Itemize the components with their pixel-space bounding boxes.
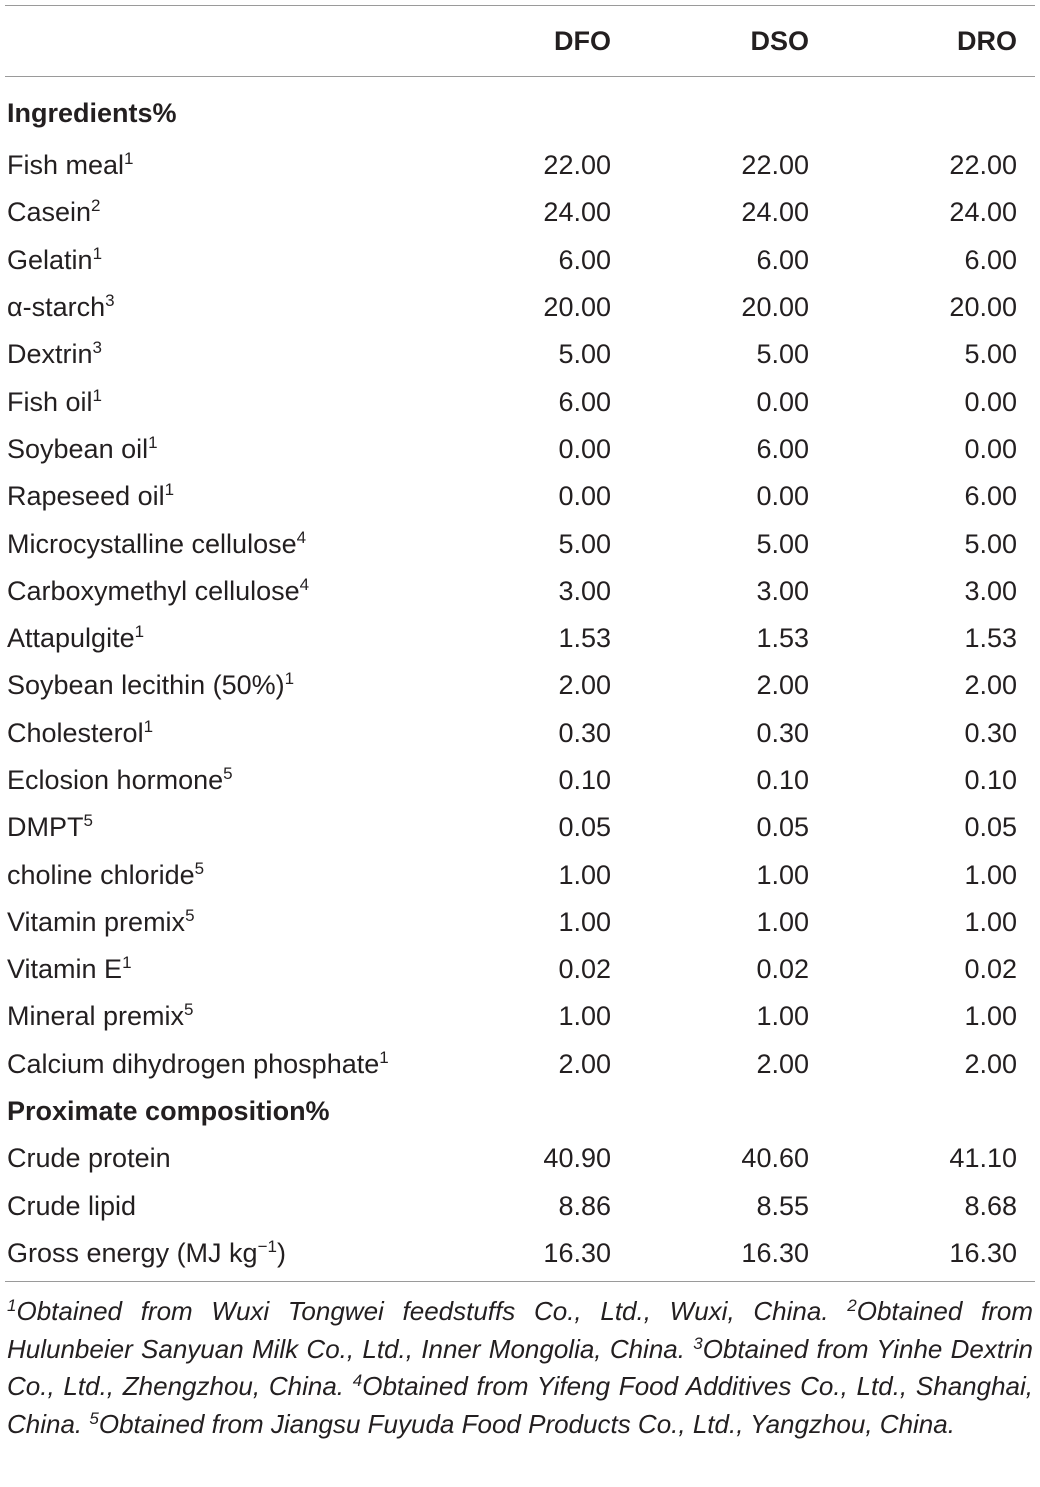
table-row [5, 946, 1035, 993]
table-row [5, 520, 1035, 567]
value-dro: 8.68 [964, 1190, 1017, 1221]
table-row [5, 662, 1035, 709]
footnote-marker: 1 [164, 480, 175, 500]
ingredient-name: choline chloride [7, 859, 195, 890]
value-dfo: 0.00 [558, 433, 611, 464]
ingredient-name: DMPT [7, 812, 84, 843]
value-dso: 6.00 [756, 244, 809, 275]
ingredient-label [5, 473, 427, 520]
value-dfo: 5.00 [558, 339, 611, 370]
footnote-marker: 5 [184, 1000, 194, 1020]
value-dfo: 20.00 [543, 292, 611, 323]
value-dfo: 40.90 [543, 1143, 611, 1174]
value-dfo: 1.00 [558, 1001, 611, 1032]
column-header-dfo: DFO [554, 25, 611, 56]
value-dro: 2.00 [964, 1048, 1017, 1079]
ingredient-name: Mineral premix [7, 1001, 185, 1032]
footnote-text: Obtained from Yinhe Dextrin Co., Ltd., Zhengzhou, China. [7, 1333, 1034, 1401]
table-row [5, 1135, 1035, 1182]
footnote-marker: 2 [91, 196, 101, 216]
footnote-marker: 1 [124, 149, 134, 169]
ingredient-name: Fish oil [7, 386, 93, 417]
ingredient-name: Soybean oil [7, 433, 149, 464]
footnote-mark: 1 [7, 1296, 17, 1315]
table-header-rule [5, 76, 1035, 77]
value-dso: 0.00 [756, 481, 809, 512]
ingredient-name: Gross energy (MJ kg [7, 1237, 258, 1268]
ingredient-label [5, 237, 427, 284]
footnote-marker: 5 [185, 905, 195, 925]
value-dro: 6.00 [964, 244, 1017, 275]
value-dro: 1.00 [964, 906, 1017, 937]
value-dro: 1.00 [964, 859, 1017, 890]
value-dfo: 16.30 [543, 1237, 611, 1268]
footnote-marker: 1 [122, 953, 132, 973]
ingredient-label [5, 568, 427, 615]
ingredient-label [5, 426, 427, 473]
value-dso: 3.00 [756, 575, 809, 606]
ingredient-label [5, 615, 427, 662]
value-dro: 0.02 [964, 954, 1017, 985]
value-dso: 6.00 [756, 433, 809, 464]
value-dfo: 6.00 [558, 244, 611, 275]
ingredient-label [5, 520, 427, 567]
ingredient-name: Dextrin [7, 339, 93, 370]
value-dro: 0.30 [964, 717, 1017, 748]
value-dso: 2.00 [756, 670, 809, 701]
table-bottom-rule [5, 1281, 1035, 1282]
footnote-text: Obtained from Hulunbeier Sanyuan Milk Co., Ltd., Inner Mongolia, China. [7, 1296, 1033, 1364]
value-dro: 0.10 [964, 765, 1017, 795]
footnote-text: Obtained from Wuxi Tongwei feedstuffs Co., Ltd., Wuxi, China. [16, 1296, 829, 1326]
table-body [5, 76, 1035, 1277]
value-dfo: 22.00 [543, 150, 611, 181]
ingredient-label [5, 1041, 427, 1088]
ingredient-name: Vitamin E [7, 954, 123, 985]
value-dso: 0.00 [756, 386, 809, 417]
ingredient-label [5, 1230, 427, 1277]
value-dfo: 1.53 [558, 623, 611, 654]
ingredient-label [5, 710, 427, 757]
ingredient-label [5, 993, 427, 1040]
value-dfo: 0.30 [558, 717, 611, 748]
value-dfo: 24.00 [543, 197, 611, 228]
ingredient-name: Crude protein [7, 1143, 171, 1174]
value-dro: 3.00 [964, 575, 1017, 606]
value-dso: 1.53 [756, 623, 809, 654]
table-row [5, 1183, 1035, 1230]
value-dro: 16.30 [949, 1237, 1017, 1268]
value-dso: 2.00 [756, 1048, 809, 1079]
value-dro: 1.00 [964, 1001, 1017, 1032]
value-dso: 5.00 [756, 339, 809, 370]
value-dfo: 1.00 [558, 859, 611, 890]
value-dso: 20.00 [741, 292, 809, 323]
footnote-marker: 4 [296, 527, 307, 547]
ingredient-label [5, 284, 427, 331]
value-dro: 0.00 [964, 433, 1017, 464]
value-dso: 40.60 [741, 1143, 809, 1174]
ingredient-label [5, 851, 427, 898]
section-title: Proximate composition% [7, 1096, 330, 1127]
ingredient-name: Fish meal [7, 150, 125, 181]
footnote-marker: 1 [148, 432, 158, 452]
ingredient-label [5, 946, 427, 993]
footnote [7, 1296, 829, 1326]
value-dso: 22.00 [741, 150, 809, 181]
header-row [5, 6, 1035, 76]
table-row [5, 142, 1035, 189]
table-row [5, 1230, 1035, 1277]
table-header [5, 6, 1035, 76]
value-dso: 1.00 [756, 859, 809, 890]
footnote-marker: 1 [92, 385, 102, 405]
footnote-marker: 1 [379, 1047, 389, 1067]
ingredient-label [5, 1135, 427, 1182]
value-dso: 0.30 [756, 717, 809, 748]
ingredient-name: Rapeseed oil [7, 481, 165, 512]
value-dfo: 0.05 [558, 812, 611, 843]
section-row [5, 76, 1035, 142]
ingredient-name: Calcium dihydrogen phosphate [7, 1048, 380, 1079]
column-header-dso: DSO [750, 25, 809, 56]
footnote-marker: 3 [92, 338, 102, 358]
value-dso: 0.10 [756, 765, 809, 795]
footnote-marker: 3 [105, 291, 115, 311]
ingredient-label [5, 1183, 427, 1230]
value-dfo: 0.10 [558, 765, 611, 795]
table-row [5, 189, 1035, 236]
footnote-marker: 1 [134, 622, 145, 642]
table-row [5, 426, 1035, 473]
footnote-mark: 5 [89, 1408, 99, 1428]
value-dso: 8.55 [756, 1190, 809, 1221]
footnote [89, 1409, 955, 1439]
table-row [5, 331, 1035, 378]
ingredient-label [5, 757, 427, 804]
ingredient-label [5, 331, 427, 378]
value-dro: 22.00 [949, 150, 1017, 181]
ingredient-label [5, 662, 427, 709]
ingredient-name: Crude lipid [7, 1190, 137, 1221]
value-dro: 24.00 [949, 197, 1017, 228]
table-row [5, 378, 1035, 425]
value-dro: 20.00 [949, 292, 1017, 323]
table-row [5, 615, 1035, 662]
table-row [5, 804, 1035, 851]
value-dfo: 6.00 [558, 386, 611, 417]
section-title: Ingredients% [7, 97, 177, 128]
ingredient-name: Eclosion hormone [7, 765, 224, 795]
section-row [5, 1088, 1035, 1135]
value-dfo: 2.00 [558, 1048, 611, 1079]
value-dro: 5.00 [964, 339, 1017, 370]
footnote-mark: 4 [352, 1371, 363, 1390]
table-row [5, 473, 1035, 520]
footnote-text: Obtained from Jiangsu Fuyuda Food Products Co., Ltd., Yangzhou, China. [98, 1408, 955, 1439]
value-dso: 16.30 [741, 1237, 809, 1268]
ingredient-label [5, 378, 427, 425]
ingredient-name: Vitamin premix [7, 906, 186, 937]
value-dro: 0.05 [964, 812, 1017, 843]
value-dfo: 0.02 [558, 954, 611, 985]
value-dso: 1.00 [756, 906, 809, 937]
value-dfo: 0.00 [558, 481, 611, 512]
footnote-marker: 1 [284, 669, 295, 689]
ingredient-name: Microcystalline cellulose [7, 528, 297, 559]
ingredient-name: α-starch [7, 292, 106, 323]
footnote-marker: 1 [92, 243, 103, 263]
ingredient-name: Attapulgite [7, 623, 135, 654]
ingredient-name: Cholesterol [7, 717, 144, 748]
table-row [5, 851, 1035, 898]
footnote-mark: 2 [847, 1296, 857, 1315]
value-dro: 6.00 [964, 481, 1017, 512]
table-row [5, 757, 1035, 804]
footnote-marker: 5 [83, 811, 93, 831]
value-dfo: 3.00 [558, 575, 611, 606]
column-header-dro: DRO [957, 25, 1017, 56]
ingredient-name: Soybean lecithin (50%) [7, 670, 285, 701]
footnote-marker: 1 [143, 716, 154, 736]
footnote-marker: −1 [257, 1236, 277, 1256]
table-row [5, 237, 1035, 284]
value-dso: 1.00 [756, 1001, 809, 1032]
header-blank [5, 6, 427, 76]
value-dso: 5.00 [756, 528, 809, 559]
value-dro: 2.00 [964, 670, 1017, 701]
footnote-mark: 3 [693, 1333, 703, 1353]
value-dfo: 8.86 [558, 1190, 611, 1221]
diet-composition-table [5, 6, 1035, 1277]
footnote-marker: 5 [223, 764, 233, 783]
table-footnotes [7, 1293, 1033, 1443]
footnote-marker: 4 [299, 574, 310, 594]
value-dro: 1.53 [964, 623, 1017, 654]
ingredient-label [5, 899, 427, 946]
value-dfo: 1.00 [558, 906, 611, 937]
table-row [5, 568, 1035, 615]
value-dso: 24.00 [741, 197, 809, 228]
value-dso: 0.02 [756, 954, 809, 985]
value-dfo: 2.00 [558, 670, 611, 701]
value-dso: 0.05 [756, 812, 809, 843]
ingredient-label [5, 142, 427, 189]
table-row [5, 284, 1035, 331]
footnote-marker: 5 [194, 858, 205, 878]
ingredient-label [5, 189, 427, 236]
value-dro: 5.00 [964, 528, 1017, 559]
footnote-text: Obtained from Yifeng Food Additives Co., Ltd., Shanghai, China. [7, 1371, 1033, 1439]
ingredient-label [5, 804, 427, 851]
value-dfo: 5.00 [558, 528, 611, 559]
value-dro: 0.00 [964, 386, 1017, 417]
table-row [5, 899, 1035, 946]
ingredient-name: Carboxymethyl cellulose [7, 575, 300, 606]
label-suffix: ) [276, 1237, 286, 1268]
table-row [5, 993, 1035, 1040]
table-row [5, 1041, 1035, 1088]
table-row [5, 710, 1035, 757]
value-dro: 41.10 [949, 1143, 1017, 1174]
ingredient-name: Gelatin [7, 244, 93, 275]
ingredient-name: Casein [7, 197, 92, 228]
